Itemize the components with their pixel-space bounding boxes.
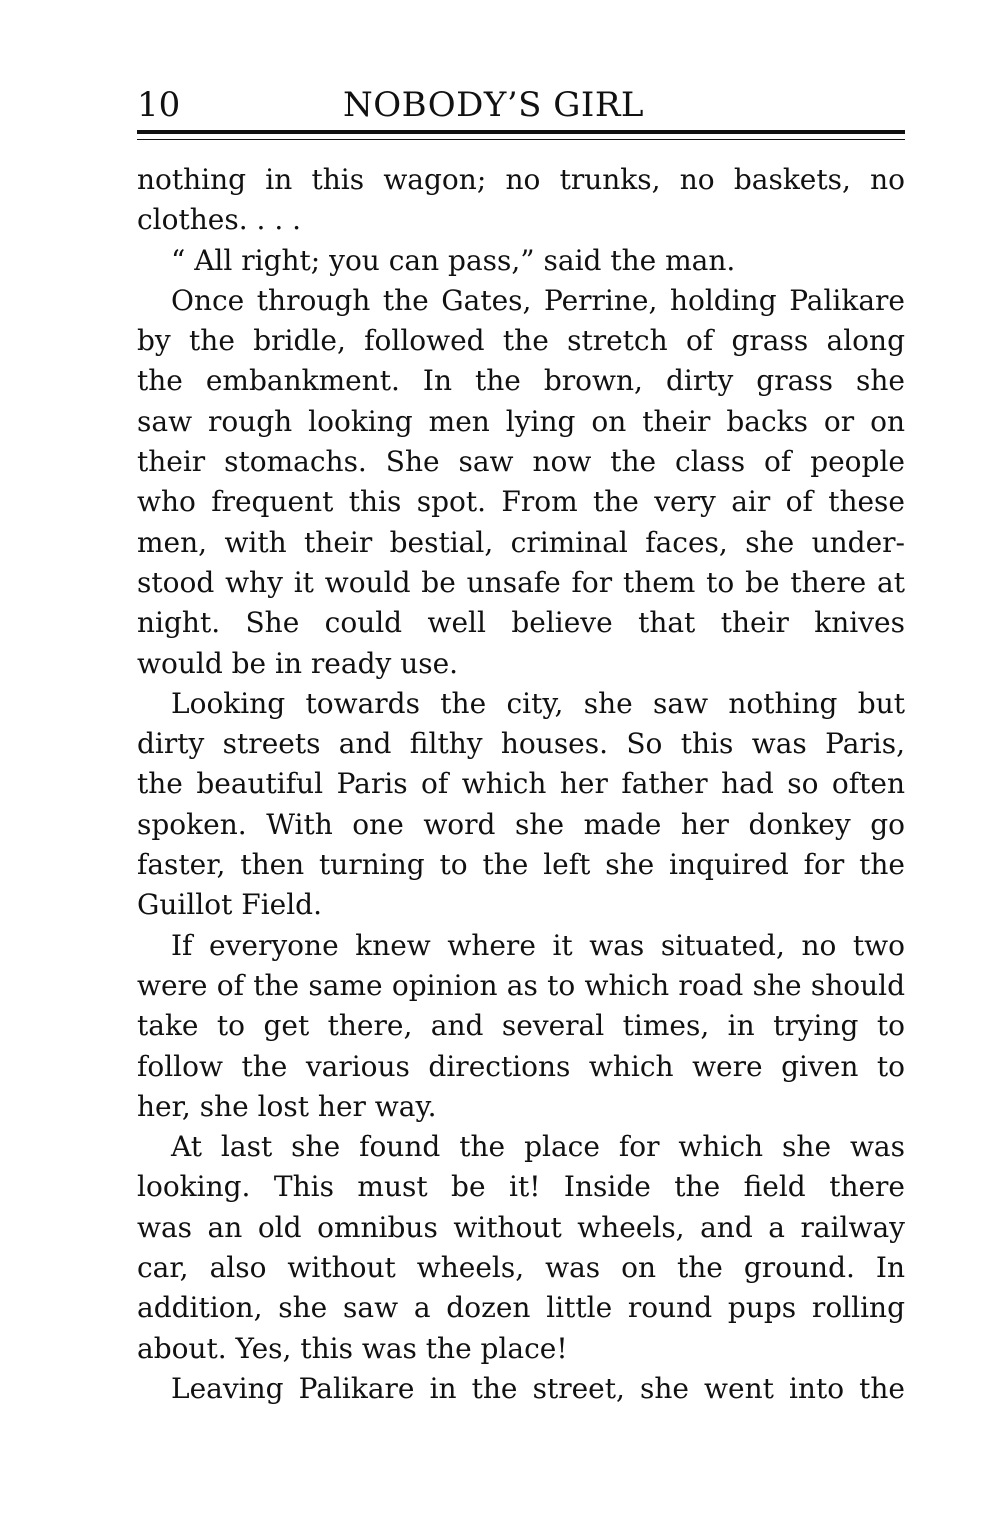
text-line: men, with their bestial, criminal faces, she under- [137, 525, 905, 559]
text-line: looking. This must be it! Inside the field there [137, 1170, 905, 1204]
text-line: take to get there, and several times, in trying to [137, 1009, 905, 1043]
text-line: was an old omnibus without wheels, and a railway [137, 1210, 905, 1244]
text-line: their stomachs. She saw now the class of people [137, 445, 905, 479]
text-line: Guillot Field. [137, 888, 323, 922]
text-line: Leaving Palikare in the street, she went into the [171, 1371, 905, 1405]
text-line: about. Yes, this was the place! [137, 1331, 568, 1365]
text-line: faster, then turning to the left she inquired for the [137, 848, 905, 882]
text-line: follow the various directions which were given to [137, 1049, 905, 1083]
text-line: addition, she saw a dozen little round pups rolling [137, 1291, 905, 1325]
text-line: who frequent this spot. From the very air of these [137, 485, 905, 519]
text-line: “ All right; you can pass,” said the man. [171, 243, 736, 277]
text-line: would be in ready use. [137, 646, 459, 680]
text-line: dirty streets and filthy houses. So this was Paris, [137, 727, 905, 761]
text-line: by the bridle, followed the stretch of grass along [137, 324, 905, 358]
text-line: nothing in this wagon; no trunks, no baskets, no [137, 163, 905, 196]
running-title: NOBODY’S GIRL [343, 85, 644, 125]
text-line: At last she found the place for which she was [171, 1130, 905, 1164]
text-line: stood why it would be unsafe for them to be there at [137, 565, 905, 599]
text-line: night. She could well believe that their knives [137, 606, 905, 640]
text-line: Looking towards the city, she saw nothing but [171, 686, 905, 720]
text-line: her, she lost her way. [137, 1089, 437, 1123]
text-line: saw rough looking men lying on their backs or on [137, 404, 905, 438]
text-line: If everyone knew where it was situated, no two [171, 928, 905, 962]
text-line: the embankment. In the brown, dirty grass she [137, 364, 905, 398]
text-line: were of the same opinion as to which road she should [137, 968, 905, 1002]
text-line: Once through the Gates, Perrine, holding Palikare [171, 283, 905, 317]
page-header [137, 84, 905, 126]
text-line: clothes. . . . [137, 203, 302, 237]
text-line: the beautiful Paris of which her father had so often [137, 767, 905, 801]
header-rule [137, 130, 905, 138]
text-line: car, also without wheels, was on the ground. In [137, 1251, 905, 1285]
body-text [137, 160, 905, 1409]
text-line: spoken. With one word she made her donkey go [137, 807, 905, 841]
page-number: 10 [137, 85, 181, 125]
